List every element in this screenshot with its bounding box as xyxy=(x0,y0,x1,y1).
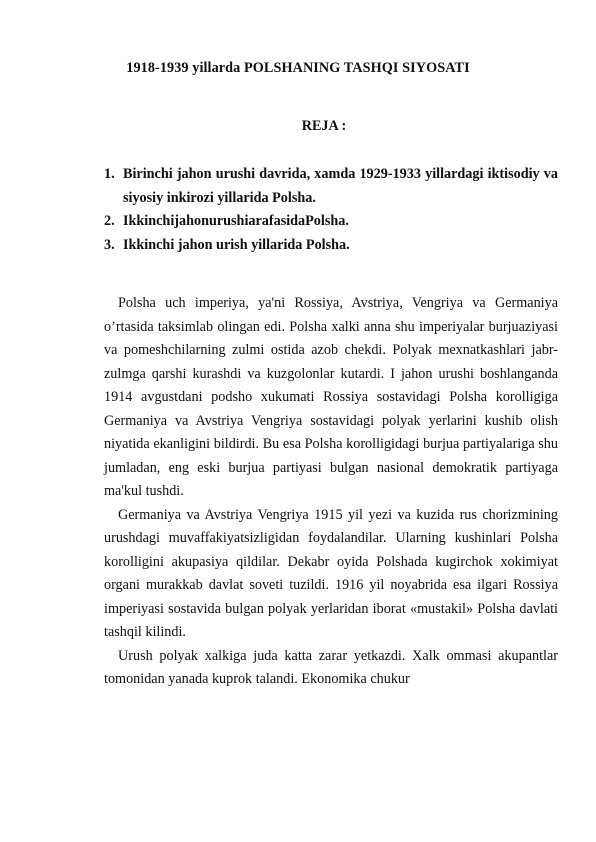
paragraph: Germaniya va Avstriya Vengriya 1915 yil yezi va kuzida rus chorizmining urushdagi muvaffakiyatsizligidan foydalandilar. Ularning kushinlari Polsha korolligini akupasiya qildilar. Dekabr oyida Polshada kugirchok xokimiyat organi murakkab davlat soveti tuzildi. 1916 yil noyabrida esa ilgari Rossiya imperiyasi sostavida bulgan polyak yerlaridan iborat «mustakil» Polsha davlati tashqil kilindi. xyxy=(104,506,558,640)
plan-item xyxy=(104,210,558,234)
plan-item xyxy=(104,234,558,258)
plan-heading: REJA : xyxy=(301,118,347,134)
plan-list xyxy=(104,163,558,257)
paragraph: Polsha uch imperiya, ya'ni Rossiya, Avstriya, Vengriya va Germaniya o’rtasida taksimlab olingan edi. Polsha xalki anna shu imperiyalar burjuaziyasi va pomeshchilarning zulmi ostida azob chekdi. Polyak mexnatkashlari jabr-zulmga qarshi kurashdi va kuzgolonlar kutardi. I jahon urushi boshlanganda 1914 avgustdani podsho xukumati Rossiya sostavidagi Polsha korolligiga Germaniya va Avstriya Vengriya sostavidagi polyak yerlarini kushib olish niyatida ekanligini bildirdi. Bu esa Polsha korolligidagi burjua partiyalariga shu jumladan, eng eski burjua partiyasi bulgan nasional demokratik partiyaga ma'kul tushdi. xyxy=(104,295,558,499)
document-title: 1918-1939 yillarda POLSHANING TASHQI SIYOSATI xyxy=(126,60,470,76)
plan-item-number: 1. xyxy=(104,166,115,182)
plan-item-text: Birinchi jahon urushi davrida, xamda 1929-1933 yillardagi iktisodiy va siyosiy inkirozi yillarida Polsha. xyxy=(123,166,558,206)
paragraph: Urush polyak xalkiga juda katta zarar yetkazdi. Xalk ommasi akupantlar tomonidan yanada kuprok talandi. Ekonomika chukur xyxy=(104,647,558,687)
body-text xyxy=(104,292,558,692)
plan-item-number: 3. xyxy=(104,236,115,253)
plan-item-text: Ikkinchi jahon urish yillarida Polsha. xyxy=(123,236,350,253)
plan-item-text: IkkinchijahonurushiarafasidaPolsha. xyxy=(123,213,349,229)
plan-item xyxy=(104,163,558,210)
plan-item-number: 2. xyxy=(104,213,115,229)
